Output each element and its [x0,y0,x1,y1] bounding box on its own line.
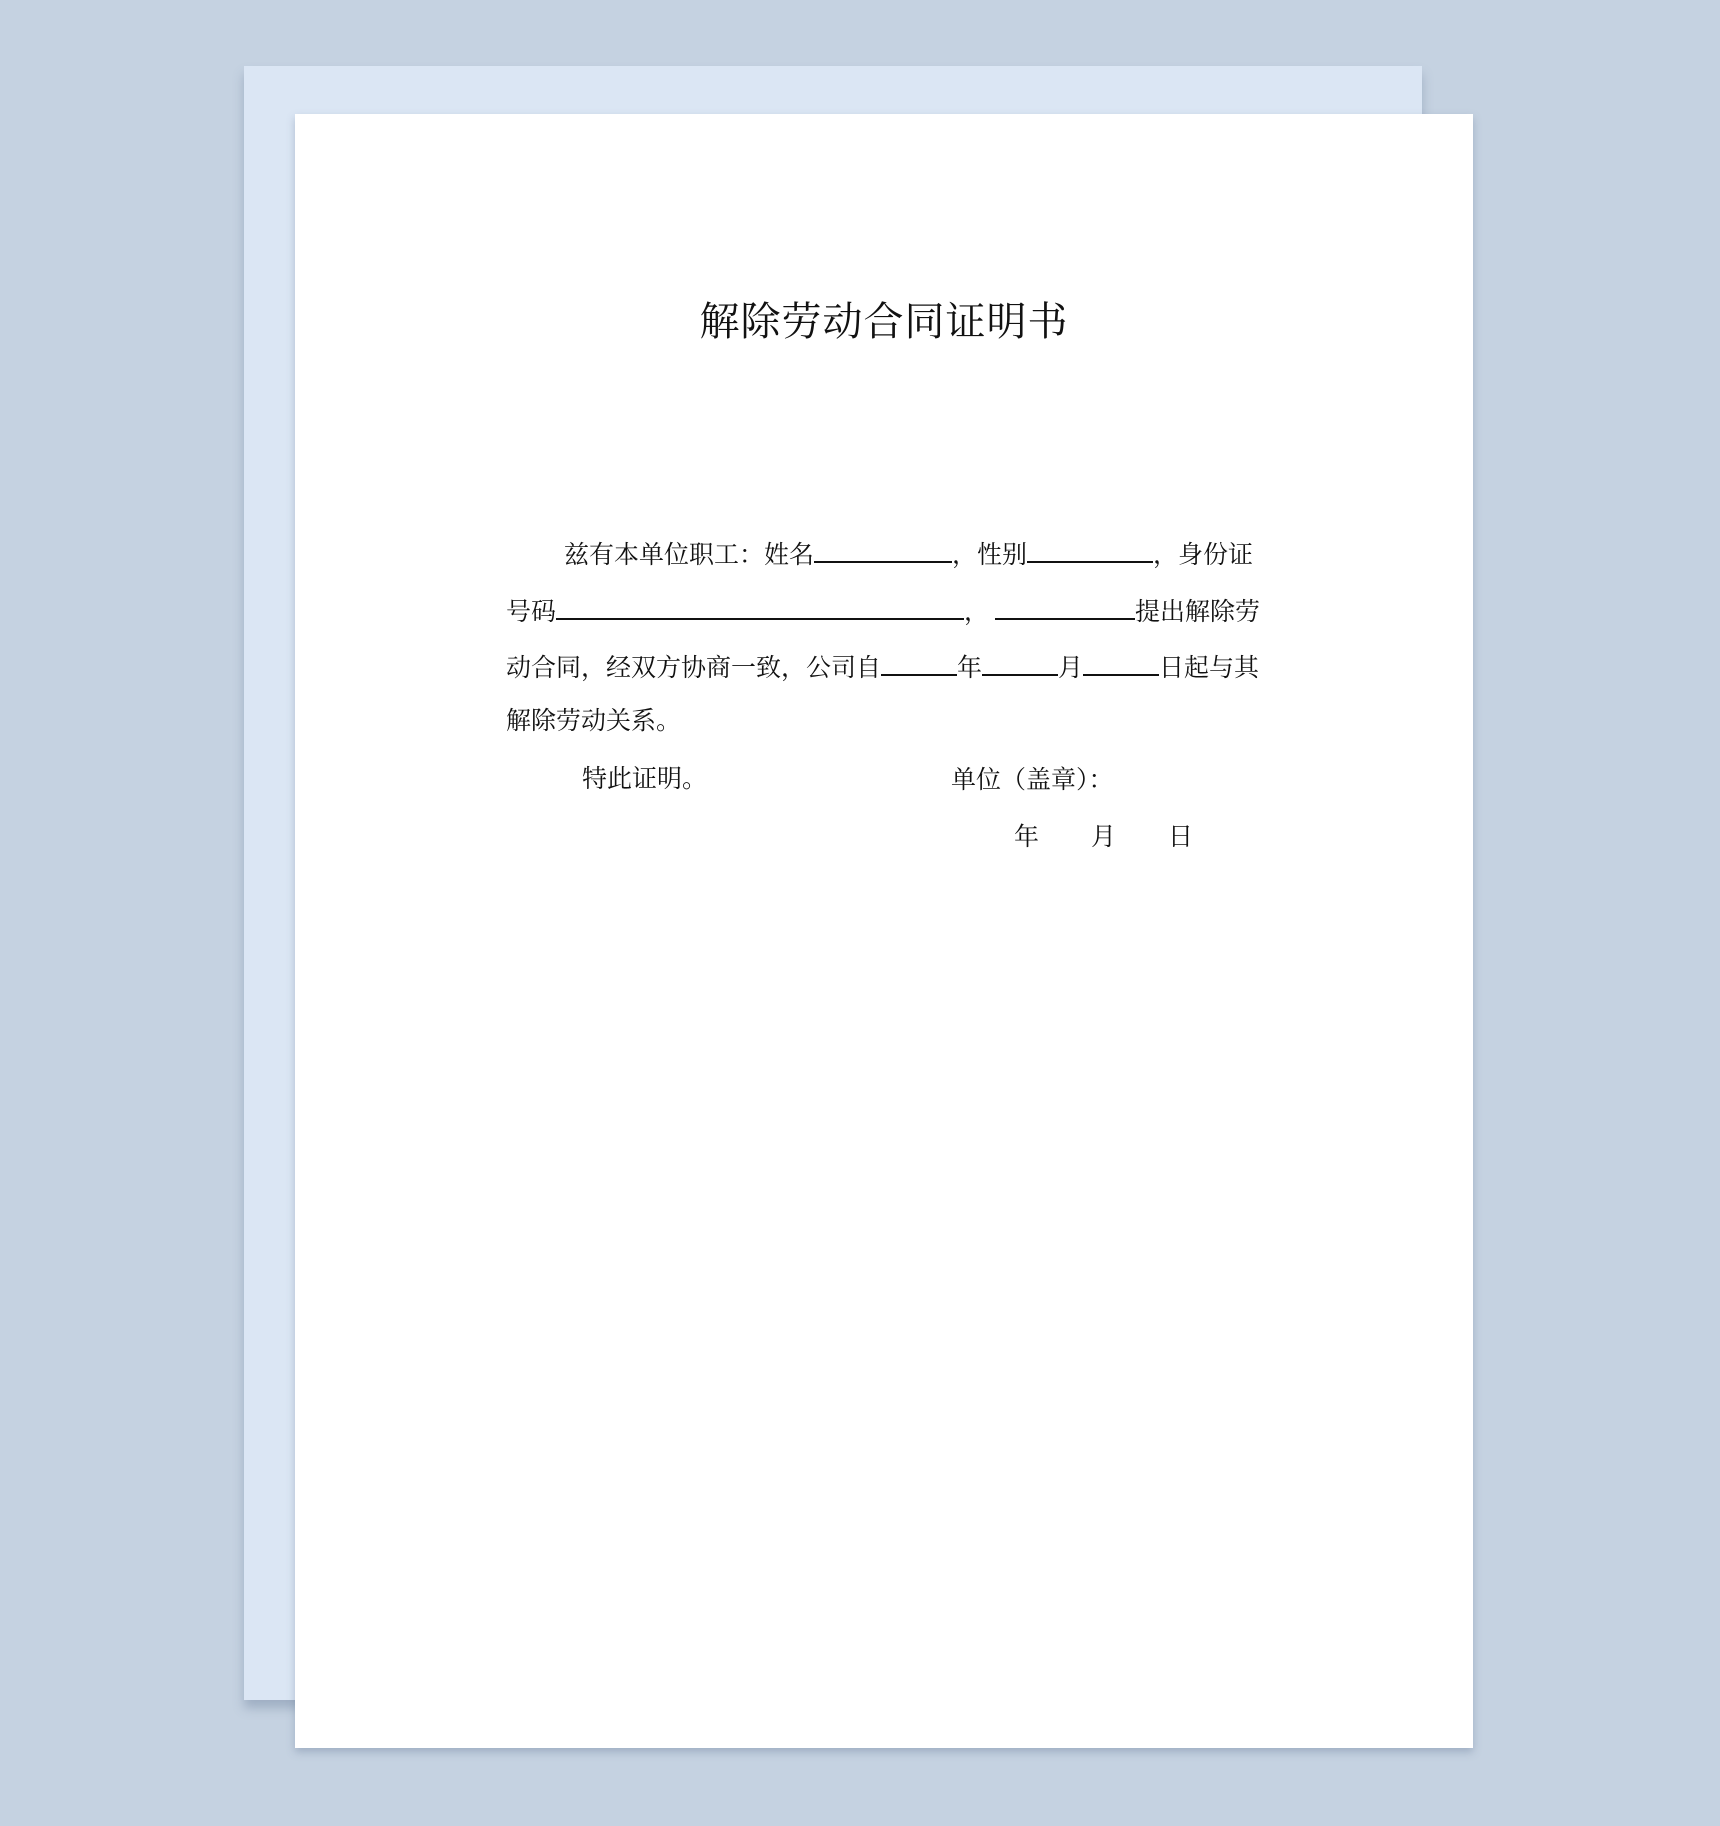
reason-blank[interactable] [995,596,1135,620]
line2-prefix: 号码 [506,597,557,626]
signature-unit-label: 单位（盖章）： [951,765,1114,794]
signature-date-month: 月 [1091,822,1117,851]
year-blank[interactable] [881,652,957,676]
line3-suffix: 日起与其 [1159,653,1260,682]
line2-suffix: 提出解除劳 [1135,597,1261,626]
name-blank[interactable] [814,539,952,563]
line3-year-label: 年 [957,653,983,682]
id-number-blank[interactable] [556,596,964,620]
paragraph2: 特此证明。 [582,764,708,793]
signature-date-year: 年 [1014,822,1040,851]
paragraph1-line3 [506,652,1259,680]
paragraph1-line1 [564,539,1253,567]
signature-date-day: 日 [1168,822,1194,851]
signature-date [1014,824,1193,849]
line1-prefix: 兹有本单位职工：姓名 [564,540,815,569]
line1-id-label: ，身份证 [1153,540,1254,569]
paragraph1-line4: 解除劳动关系。 [506,706,682,735]
day-blank[interactable] [1083,652,1159,676]
line3-month-label: 月 [1058,653,1084,682]
gender-blank[interactable] [1027,539,1153,563]
line2-comma: ， [964,597,990,626]
document-page [295,114,1473,1748]
document-title: 解除劳动合同证明书 [699,299,1069,345]
paragraph1-line2 [506,596,1260,624]
month-blank[interactable] [982,652,1058,676]
line1-gender-label: ，性别 [952,540,1028,569]
line3-prefix: 动合同，经双方协商一致，公司自 [506,653,882,682]
